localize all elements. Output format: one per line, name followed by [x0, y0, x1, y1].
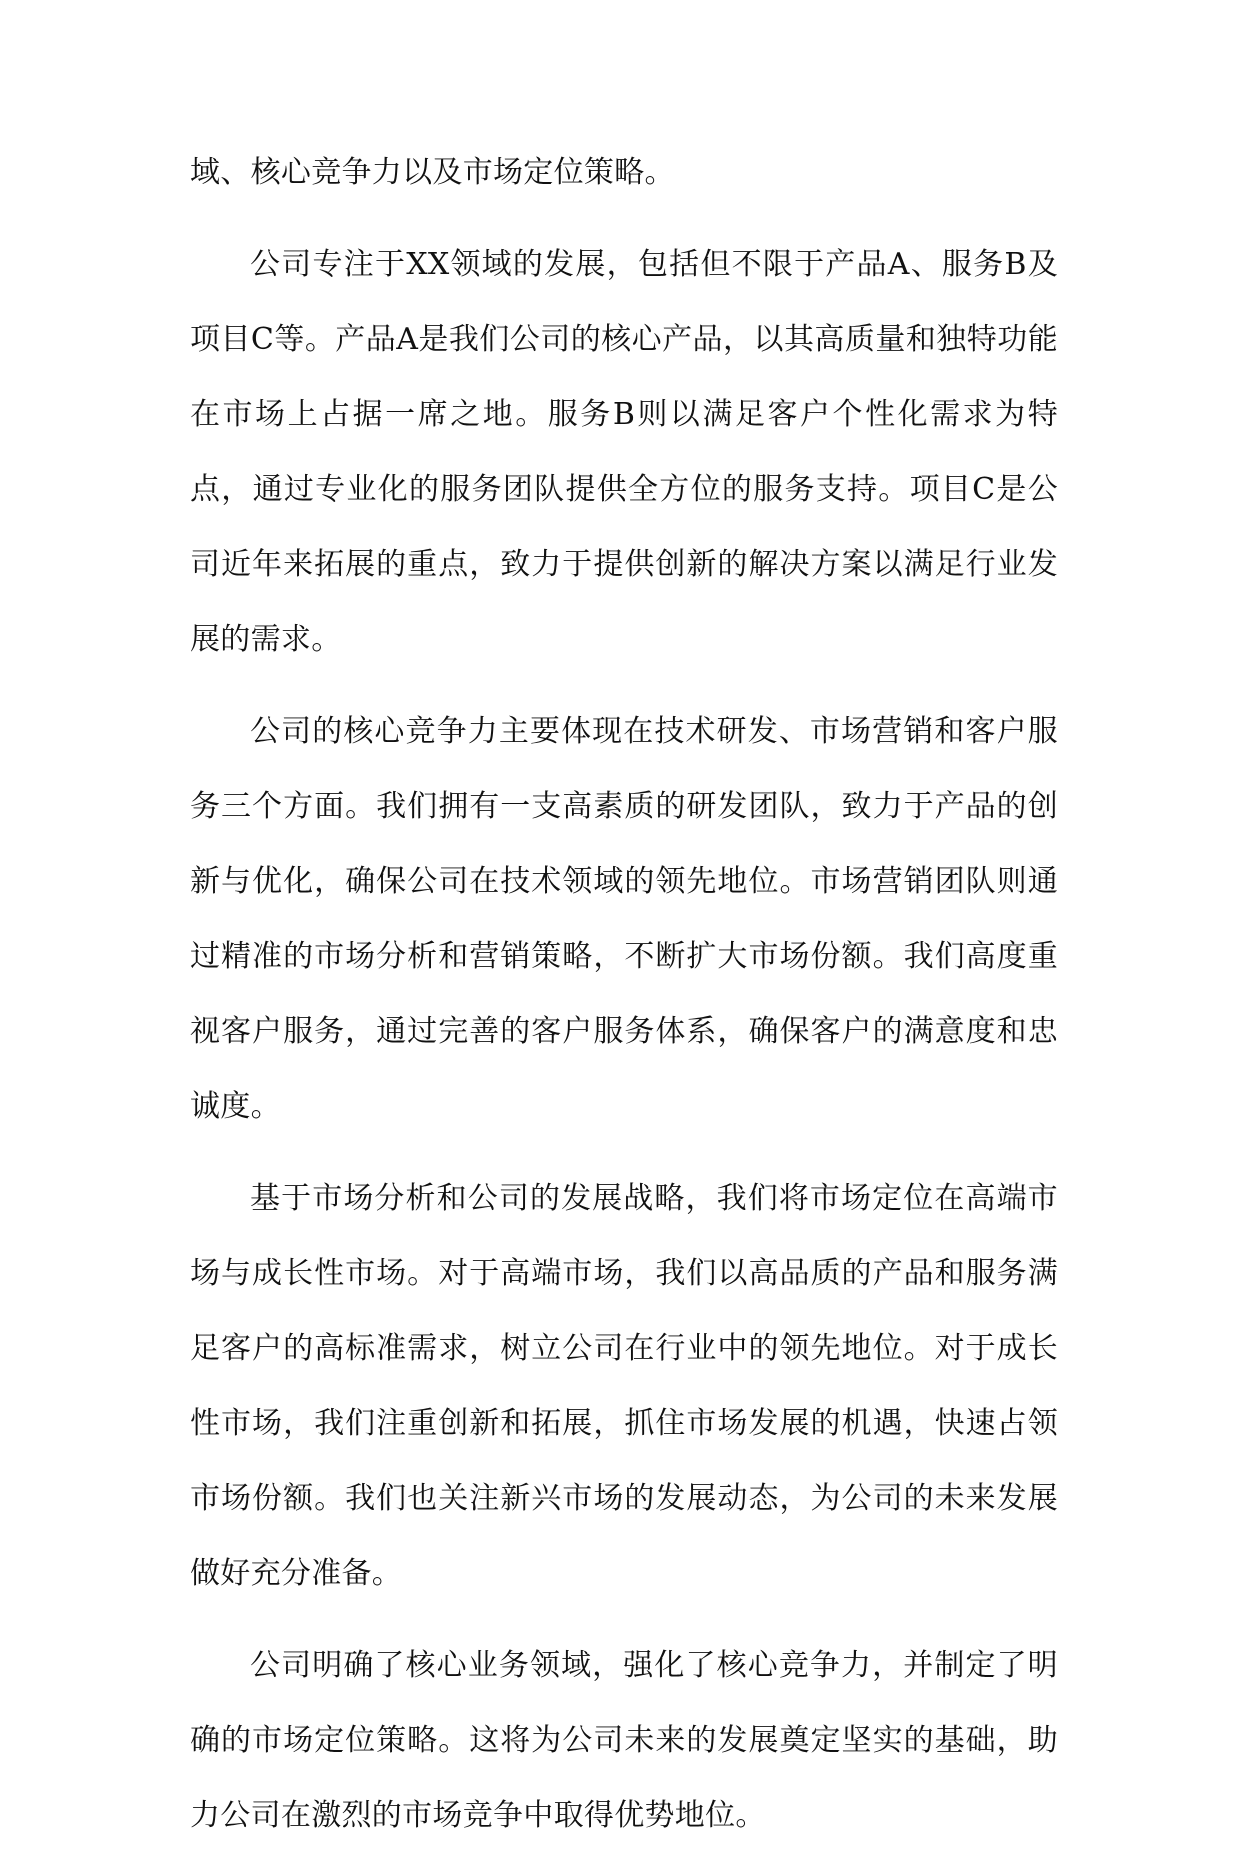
- paragraph-core-competence: 公司的核心竞争力主要体现在技术研发、市场营销和客户服务三个方面。我们拥有一支高素质的研发团队，致力于产品的创新与优化，确保公司在技术领域的领先地位。市场营销团队则通过精准的市场分析和营销策略，不断扩大市场份额。我们高度重视客户服务，通过完善的客户服务体系，确保客户的满意度和忠诚度。: [190, 714, 1058, 1124]
- paragraph-continuation: 域、核心竞争力以及市场定位策略。: [190, 155, 675, 190]
- paragraph-market-positioning: 基于市场分析和公司的发展战略，我们将市场定位在高端市场与成长性市场。对于高端市场，我们以高品质的产品和服务满足客户的高标准需求，树立公司在行业中的领先地位。对于成长性市场，我们注重创新和拓展，抓住市场发展的机遇，快速占领市场份额。我们也关注新兴市场的发展动态，为公司的未来发展做好充分准备。: [190, 1181, 1058, 1591]
- document-body: [190, 135, 1058, 1870]
- paragraph-business-areas: 公司专注于XX领域的发展，包括但不限于产品A、服务B及项目C等。产品A是我们公司的核心产品，以其高质量和独特功能在市场上占据一席之地。服务B则以满足客户个性化需求为特点，通过专业化的服务团队提供全方位的服务支持。项目C是公司近年来拓展的重点，致力于提供创新的解决方案以满足行业发展的需求。: [190, 247, 1058, 657]
- paragraph-conclusion: 公司明确了核心业务领域，强化了核心竞争力，并制定了明确的市场定位策略。这将为公司未来的发展奠定坚实的基础，助力公司在激烈的市场竞争中取得优势地位。: [190, 1648, 1058, 1833]
